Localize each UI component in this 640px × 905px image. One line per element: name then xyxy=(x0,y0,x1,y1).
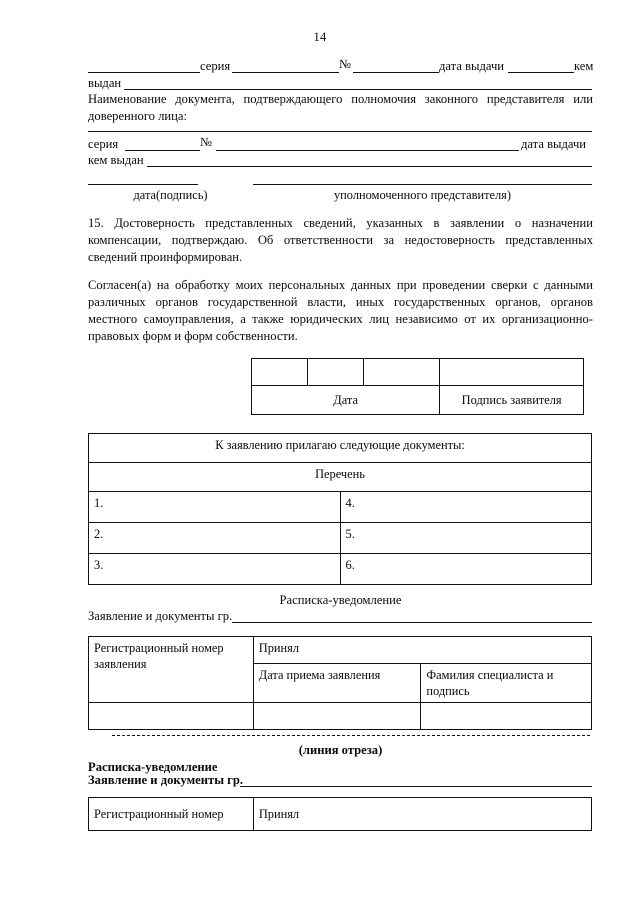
table-row xyxy=(89,434,592,463)
top-issued-by-label: кем xyxy=(574,59,594,73)
top-issue-date-label: дата выдачи xyxy=(439,59,505,73)
date-signature-table xyxy=(251,358,584,415)
receipt-2-table xyxy=(88,797,592,831)
attachments-subheader: Перечень xyxy=(89,463,592,492)
cut-line-label: (линия отреза) xyxy=(298,743,383,757)
top-number-rule xyxy=(353,72,439,73)
attachment-item-3[interactable]: 3. xyxy=(89,554,341,585)
rep-issued-by-label: кем выдан xyxy=(88,153,144,167)
applicant-signature-label: Подпись заявителя xyxy=(440,386,584,415)
accepted-by-header-2: Принял xyxy=(253,798,591,831)
table-row xyxy=(252,359,584,386)
authorized-rep-caption: уполномоченного представителя) xyxy=(333,188,512,202)
table-row xyxy=(89,703,592,730)
specialist-name-header: Фамилия специалиста и подпись xyxy=(421,664,592,703)
receipt-2-heading: Расписка-уведомление xyxy=(88,760,218,774)
table-row xyxy=(89,523,592,554)
rep-seria-rule xyxy=(125,150,200,151)
table-row xyxy=(89,554,592,585)
registration-number-header-2: Регистрационный номер xyxy=(89,798,254,831)
attachment-item-1[interactable]: 1. xyxy=(89,492,341,523)
page-number: 14 xyxy=(313,30,327,44)
top-issued-by-continuation: выдан xyxy=(88,76,122,90)
clause-15-paragraph: 15. Достоверность представленных сведений, указанных в заявлении о назначении компенсации, подтверждаю. Об ответственности за недостоверность представленных сведений проинформирован. xyxy=(88,216,593,264)
rep-issue-date-label: дата выдачи xyxy=(521,137,587,151)
attachment-item-6[interactable]: 6. xyxy=(340,554,592,585)
table-row xyxy=(89,463,592,492)
rep-issued-by-rule xyxy=(147,166,592,167)
attachments-title: К заявлению прилагаю следующие документы: xyxy=(89,434,592,463)
rep-number-rule xyxy=(216,150,519,151)
table-row xyxy=(89,492,592,523)
table-row xyxy=(252,386,584,415)
rep-number-label: № xyxy=(200,135,213,149)
top-blank-rule-1 xyxy=(88,72,200,73)
top-seria-rule xyxy=(232,72,339,73)
top-issued-by-rule xyxy=(124,89,592,90)
specialist-name-value[interactable] xyxy=(421,703,592,730)
signature-date-rule xyxy=(88,184,198,185)
rep-top-rule xyxy=(88,131,592,132)
receipt-1-heading: Расписка-уведомление xyxy=(279,593,402,607)
registration-number-value[interactable] xyxy=(89,703,254,730)
applicant-signature-cell[interactable] xyxy=(440,359,584,386)
consent-paragraph: Согласен(а) на обработку моих персональных данных при проведении сверки с данными различных органов государственной власти, иных государственных органов, органов местного самоуправления, а также юридических лиц независимо от их организационно-правовых форм и форм собственности. xyxy=(88,278,593,343)
attachment-item-4[interactable]: 4. xyxy=(340,492,592,523)
date-cell-month[interactable] xyxy=(307,359,363,386)
top-number-label: № xyxy=(339,57,352,71)
attachment-item-2[interactable]: 2. xyxy=(89,523,341,554)
table-row xyxy=(89,637,592,664)
accept-date-value[interactable] xyxy=(253,703,421,730)
accepted-by-header: Принял xyxy=(253,637,591,664)
representative-document-title: Наименование документа, подтверждающего полномочия законного представителя или доверенного лица: xyxy=(88,92,593,123)
receipt-1-intro-label: Заявление и документы гр. xyxy=(88,609,233,623)
rep-seria-label: серия xyxy=(88,137,119,151)
receipt-2-applicant-rule xyxy=(240,786,592,787)
receipt-1-applicant-rule xyxy=(232,622,592,623)
date-cell-year[interactable] xyxy=(363,359,440,386)
receipt-2-intro-label: Заявление и документы гр. xyxy=(88,773,244,787)
attachment-item-5[interactable]: 5. xyxy=(340,523,592,554)
attachments-table xyxy=(88,433,592,585)
date-label: Дата xyxy=(252,386,440,415)
date-cell-day[interactable] xyxy=(252,359,308,386)
cut-line xyxy=(112,735,590,736)
accept-date-header: Дата приема заявления xyxy=(253,664,421,703)
top-issue-date-rule xyxy=(508,72,574,73)
top-seria-label: серия xyxy=(200,59,231,73)
registration-number-header: Регистрационный номер заявления xyxy=(89,637,254,703)
authorized-rep-rule xyxy=(253,184,592,185)
table-row xyxy=(89,798,592,831)
receipt-1-table xyxy=(88,636,592,730)
signature-date-caption: дата(подпись) xyxy=(133,188,208,202)
